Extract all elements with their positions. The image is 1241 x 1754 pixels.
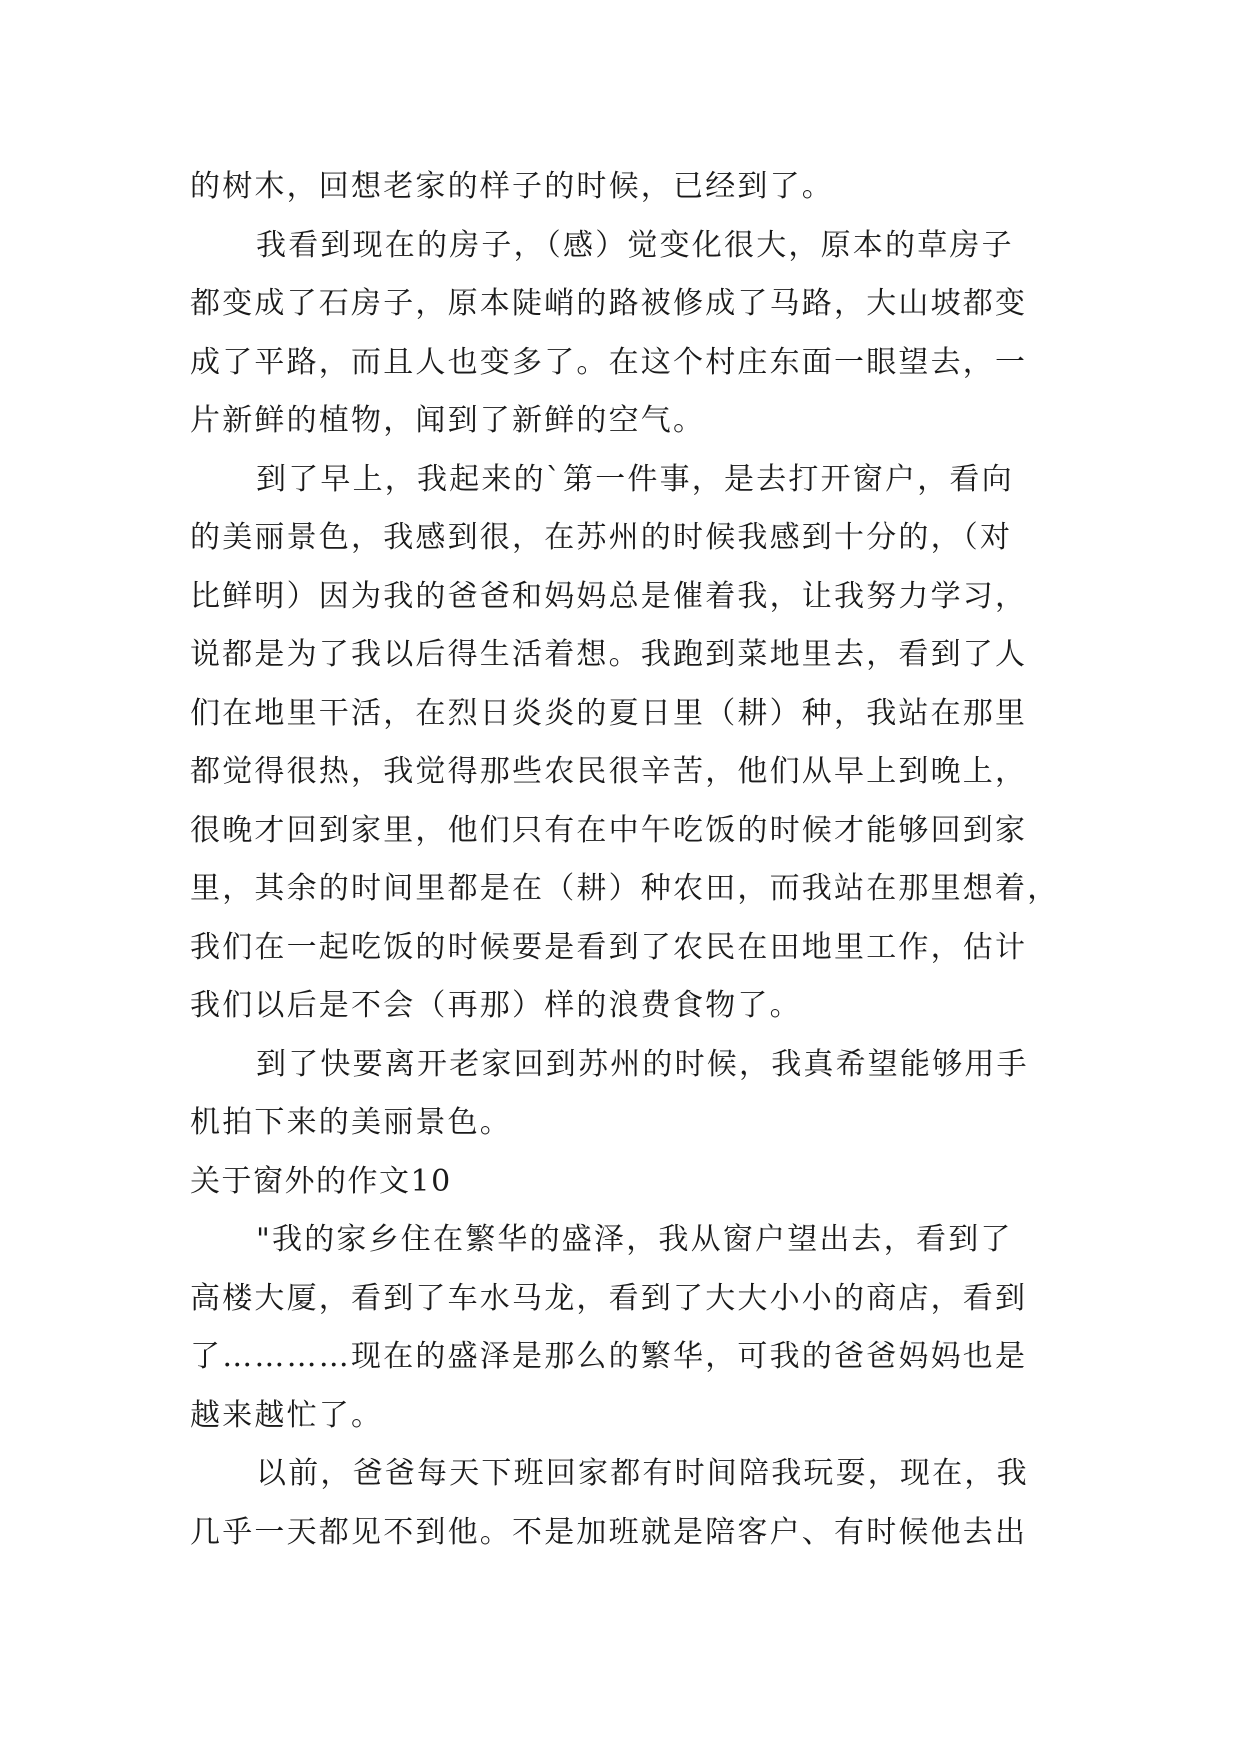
paragraph-line: 我们以后是不会（再那）样的浪费食物了。 xyxy=(190,988,802,1023)
paragraph-line: 成了平路，而且人也变多了。在这个村庄东面一眼望去，一 xyxy=(190,344,1028,380)
paragraph-line: 以前，爸爸每天下班回家都有时间陪我玩耍，现在，我 xyxy=(256,1456,1029,1491)
paragraph-line: 比鲜明）因为我的爸爸和妈妈总是催着我，让我努力学习， xyxy=(190,578,1028,614)
paragraph-line: 们在地里干活，在烈日炎炎的夏日里（耕）种，我站在那里 xyxy=(190,695,1028,731)
paragraph-line: 到了快要离开老家回到苏州的时候，我真希望能够用手 xyxy=(256,1046,1029,1082)
paragraph-line: 越来越忙了。 xyxy=(190,1397,384,1433)
paragraph-line: 到了早上，我起来的`第一件事，是去打开窗户，看向 xyxy=(256,461,1014,497)
paragraph-line: 都觉得很热，我觉得那些农民很辛苦，他们从早上到晚上， xyxy=(190,754,1028,789)
paragraph-line: 都变成了石房子，原本陡峭的路被修成了马路，大山坡都变 xyxy=(190,286,1028,321)
paragraph-line: "我的家乡住在繁华的盛泽，我从窗户望出去，看到了 xyxy=(256,1222,1013,1257)
paragraph-line: 的美丽景色，我感到很，在苏州的时候我感到十分的，（对 xyxy=(190,520,1013,555)
paragraph-line: 片新鲜的植物，闻到了新鲜的空气。 xyxy=(190,403,706,438)
section-heading: 关于窗外的作文10 xyxy=(190,1163,452,1199)
paragraph-line: 里，其余的时间里都是在（耕）种农田，而我站在那里想着， xyxy=(190,871,1060,906)
paragraph-line: 高楼大厦，看到了车水马龙，看到了大大小小的商店，看到 xyxy=(190,1280,1028,1316)
paragraph-line: 我们在一起吃饭的时候要是看到了农民在田地里工作，估计 xyxy=(190,929,1028,965)
paragraph-line: 说都是为了我以后得生活着想。我跑到菜地里去，看到了人 xyxy=(190,637,1028,672)
paragraph-line: 很晚才回到家里，他们只有在中午吃饭的时候才能够回到家 xyxy=(190,812,1028,848)
paragraph-line: 我看到现在的房子，（感）觉变化很大，原本的草房子 xyxy=(256,227,1014,263)
paragraph-line: 了…………现在的盛泽是那么的繁华，可我的爸爸妈妈也是 xyxy=(190,1339,1028,1374)
paragraph-line: 机拍下来的美丽景色。 xyxy=(190,1105,512,1140)
paragraph-line: 的树木，回想老家的样子的时候，已经到了。 xyxy=(190,169,834,204)
paragraph-line: 几乎一天都见不到他。不是加班就是陪客户、有时候他去出 xyxy=(190,1514,1028,1550)
essay-body xyxy=(190,158,1070,1562)
